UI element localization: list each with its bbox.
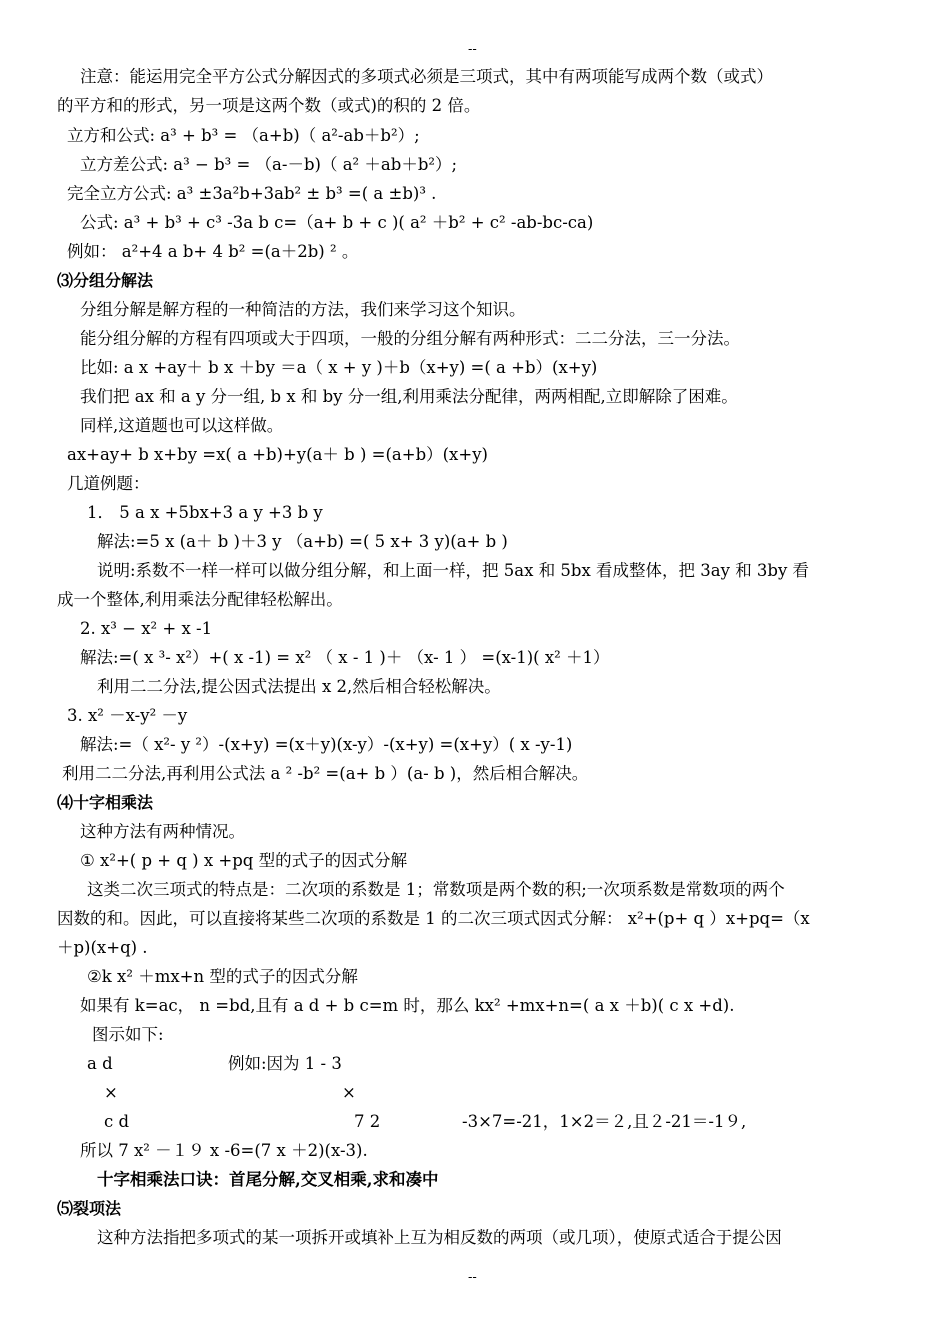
text-line: 如果有 k=ac， n =bd,且有 a d + b c=m 时，那么 kx² +mx+n=( a x ＋b)( c x +d). bbox=[80, 996, 735, 1015]
example-1-problem: 1． 5 a x +5bx+3 a y +3 b y bbox=[87, 503, 323, 522]
text-line: 这类二次三项式的特点是：二次项的系数是 1；常数项是两个数的积;一次项系数是常数项的两个 bbox=[87, 880, 785, 899]
text-line: 所以 7 x² －１９ x -6=(7 x ＋2)(x-3). bbox=[80, 1141, 368, 1160]
text-line: 能分组分解的方程有四项或大于四项，一般的分组分解有两种形式：二二分法，三一分法。 bbox=[80, 329, 740, 348]
text-line: 的平方和的形式，另一项是这两个数（或式)的积的 2 倍。 bbox=[57, 96, 481, 115]
text-line: 几道例题： bbox=[67, 474, 150, 493]
cross-diagram-top: a d bbox=[87, 1054, 113, 1073]
mnemonic-line: 十字相乘法口诀：首尾分解,交叉相乘,求和凑中 bbox=[97, 1170, 439, 1189]
formula-cube-difference: 立方差公式: a³ − b³ = （a-－b)（ a² ＋ab＋b²）; bbox=[80, 155, 458, 174]
text-line: 成一个整体,利用乘法分配律轻松解出。 bbox=[57, 590, 343, 609]
text-line: 因数的和。因此，可以直接将某些二次项的系数是 1 的二次三项式因式分解： x²+(p+ q ）x+pq=（x bbox=[57, 909, 810, 928]
cross-example-check: -3×7=-21，1×2＝２,且２-21＝-1９, bbox=[462, 1112, 747, 1131]
text-line: 同样,这道题也可以这样做。 bbox=[80, 416, 284, 435]
formula-line: ax+ay+ b x+by =x( a +b)+y(a＋ b ) =(a+b）(x+y) bbox=[67, 445, 488, 464]
text-line: 分组分解是解方程的一种简洁的方法，我们来学习这个知识。 bbox=[80, 300, 526, 319]
section-heading-grouping: ⑶分组分解法 bbox=[57, 271, 154, 290]
text-line: 这种方法指把多项式的某一项拆开或填补上互为相反数的两项（或几项），使原式适合于提公因 bbox=[97, 1228, 782, 1247]
example-3-solution: 解法:=（ x²- y ²）-(x+y) =(x＋y)(x-y）-(x+y) =(x+y）( x -y-1) bbox=[80, 735, 573, 754]
text-line: ＋p)(x+q) . bbox=[57, 938, 148, 957]
example-3-problem: 3. x² －x-y² －y bbox=[67, 706, 188, 725]
text-line: ① x²+( p + q ) x +pq 型的式子的因式分解 bbox=[80, 851, 408, 870]
cross-example-top: 例如:因为 1 - 3 bbox=[228, 1054, 342, 1073]
formula-line: 比如: a x +ay＋ b x ＋by ＝a（ x + y )＋b（x+y) =( a +b）(x+y) bbox=[80, 358, 598, 377]
example-line: 例如： a²+4 a b+ 4 b² =(a＋2b) ² 。 bbox=[67, 242, 359, 261]
text-line: ②k x² ＋mx+n 型的式子的因式分解 bbox=[87, 967, 358, 986]
page-bottom-marker: -- bbox=[468, 1270, 477, 1285]
formula-general: 公式: a³ + b³ + c³ -3a b c=（a+ b + c )( a² ＋b² + c² -ab-bc-ca) bbox=[80, 213, 594, 232]
text-line: 我们把 ax 和 a y 分一组, b x 和 by 分一组,利用乘法分配律，两两相配,立即解除了困难。 bbox=[80, 387, 738, 406]
text-line: 注意：能运用完全平方公式分解因式的多项式必须是三项式，其中有两项能写成两个数（或式） bbox=[80, 67, 773, 86]
cross-example-symbol: × bbox=[342, 1083, 356, 1102]
example-2-problem: 2. x³ − x² + x -1 bbox=[80, 619, 213, 638]
text-line: 图示如下: bbox=[92, 1025, 164, 1044]
text-line: 利用二二分法,再利用公式法 a ² -b² =(a+ b ）(a- b )，然后相合解决。 bbox=[62, 764, 589, 783]
cross-diagram-bottom: c d bbox=[104, 1112, 130, 1131]
section-heading-split-term: ⑸裂项法 bbox=[57, 1199, 122, 1218]
text-line: 这种方法有两种情况。 bbox=[80, 822, 245, 841]
formula-cube-sum: 立方和公式: a³ + b³ = （a+b)（ a²-ab＋b²）; bbox=[67, 126, 420, 145]
cross-example-bottom: 7 2 bbox=[354, 1112, 381, 1131]
example-2-solution: 解法:=( x ³- x²）+( x -1) = x² （ x - 1 )＋ （x- 1 ） =(x-1)( x² ＋1） bbox=[80, 648, 610, 667]
text-line: 利用二二分法,提公因式法提出 x 2,然后相合轻松解决。 bbox=[97, 677, 501, 696]
page-top-marker: -- bbox=[468, 42, 477, 57]
example-1-solution: 解法:=5 x (a＋ b )＋3 y （a+b) =( 5 x+ 3 y)(a+ b ) bbox=[97, 532, 508, 551]
formula-perfect-cube: 完全立方公式: a³ ±3a²b+3ab² ± b³ =( a ±b)³ . bbox=[67, 184, 437, 203]
cross-diagram-symbol: × bbox=[104, 1083, 118, 1102]
text-line: 说明:系数不一样一样可以做分组分解，和上面一样，把 5ax 和 5bx 看成整体，把 3ay 和 3by 看 bbox=[97, 561, 810, 580]
section-heading-cross-multiplication: ⑷十字相乘法 bbox=[57, 793, 154, 812]
